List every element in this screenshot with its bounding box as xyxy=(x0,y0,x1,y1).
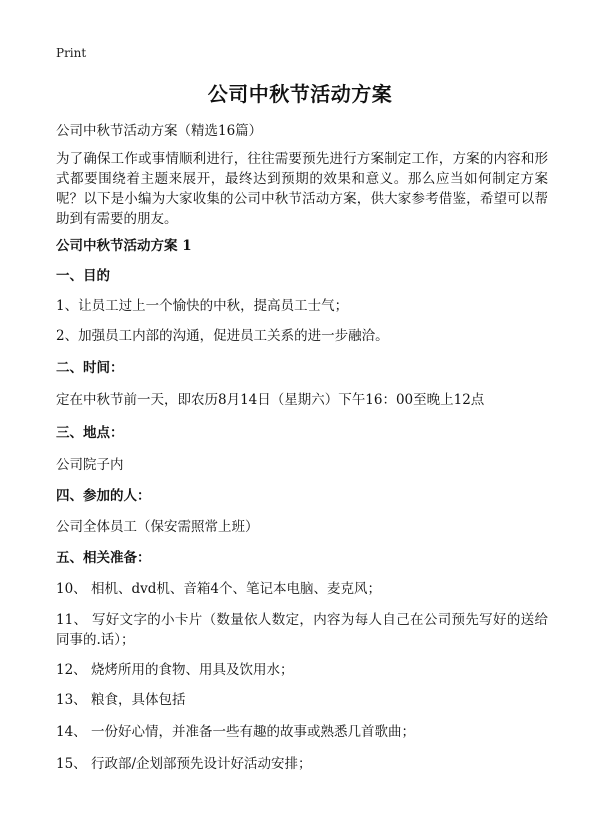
preparation-item-12: 12、 烧烤所用的食物、用具及饮用水； xyxy=(56,662,294,678)
page-title: 公司中秋节活动方案 xyxy=(207,82,393,106)
plan-heading: 公司中秋节活动方案 1 xyxy=(56,238,192,254)
document-subtitle: 公司中秋节活动方案（精选16篇） xyxy=(56,123,263,139)
purpose-item-2: 2、加强员工内部的沟通，促进员工关系的进一步融洽。 xyxy=(56,328,389,344)
section-heading-time: 二、时间： xyxy=(56,360,124,376)
preparation-item-10: 10、 相机、dvd机、音箱4个、笔记本电脑、麦克风； xyxy=(56,581,381,597)
participants-text: 公司全体员工（保安需照常上班） xyxy=(56,519,259,535)
location-text: 公司院子内 xyxy=(56,457,124,473)
print-link[interactable]: Print xyxy=(56,46,87,60)
purpose-item-1: 1、让员工过上一个愉快的中秋，提高员工士气； xyxy=(56,298,349,314)
preparation-item-14: 14、 一份好心情，并准备一些有趣的故事或熟悉几首歌曲； xyxy=(56,724,415,740)
preparation-item-15: 15、 行政部/企划部预先设计好活动安排； xyxy=(56,756,312,772)
preparation-item-11: 11、 写好文字的小卡片（数量依人数定，内容为每人自己在公司预先写好的送给同事的.话）； xyxy=(56,612,548,648)
section-heading-preparation: 五、相关准备： xyxy=(56,550,151,566)
preparation-item-13: 13、 粮食，具体包括 xyxy=(56,692,186,708)
section-heading-purpose: 一、目的 xyxy=(56,268,110,284)
section-heading-participants: 四、参加的人： xyxy=(56,488,151,504)
intro-paragraph: 为了确保工作或事情顺利进行，往往需要预先进行方案制定工作，方案的内容和形式都要围绕着主题来展开，最终达到预期的效果和意义。那么应当如何制定方案呢？以下是小编为大家收集的公司中秋节活动方案，供大家参考借鉴，希望可以帮助到有需要的朋友。 xyxy=(56,151,548,227)
time-text: 定在中秋节前一天，即农历8月14日（星期六）下午16：00至晚上12点 xyxy=(56,392,485,408)
section-heading-location: 三、地点： xyxy=(56,425,124,441)
